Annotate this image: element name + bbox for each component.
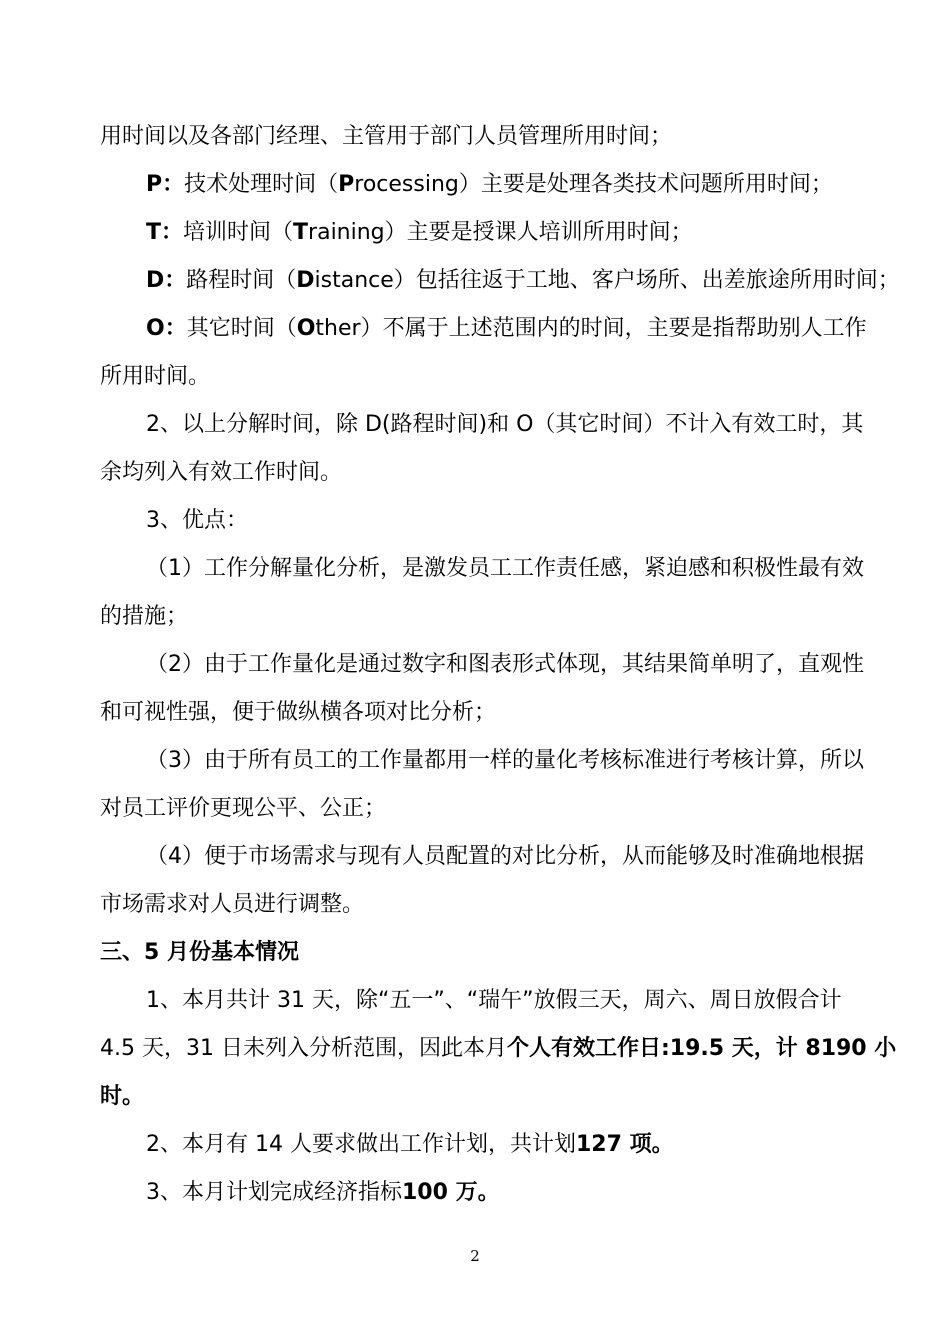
definition-t xyxy=(146,218,693,248)
text-line xyxy=(146,842,864,872)
term-text: ther）不属于上述范围内的时间，主要是指帮助别人工作 xyxy=(315,316,867,341)
text-line xyxy=(100,794,386,824)
emphasis-text: 100 万。 xyxy=(402,1180,500,1205)
text-line xyxy=(100,122,672,152)
section-heading xyxy=(100,938,299,968)
term-text: raining）主要是授课人培训所用时间； xyxy=(308,220,693,245)
text-line xyxy=(100,890,364,920)
definition-o xyxy=(146,314,867,344)
text-line xyxy=(100,1034,896,1064)
definition-p xyxy=(146,170,833,200)
paragraph-text: 所用时间。 xyxy=(100,364,211,389)
section-title: 三、5 月份基本情况 xyxy=(100,940,299,965)
text-line xyxy=(100,602,188,632)
paragraph-text: 4.5 天，31 日未列入分析范围，因此本月 xyxy=(100,1036,507,1061)
paragraph-text: 2、本月有 14 人要求做出工作计划，共计划 xyxy=(146,1132,576,1157)
text-line xyxy=(100,458,342,488)
emphasis-text: 个人有效工作日:19.5 天，计 8190 小 xyxy=(506,1036,897,1061)
term-letter: T xyxy=(293,220,309,245)
term-letter: O xyxy=(296,316,316,341)
text-line xyxy=(146,650,864,680)
term-text: rocessing）主要是处理各类技术问题所用时间； xyxy=(354,172,833,197)
paragraph-text: （1）工作分解量化分析，是激发员工工作责任感，紧迫感和积极性最有效 xyxy=(146,556,864,581)
paragraph-text: 用时间以及各部门经理、主管用于部门人员管理所用时间； xyxy=(100,124,673,149)
text-line xyxy=(146,1178,500,1208)
term-key: O： xyxy=(146,316,187,341)
text-line xyxy=(146,986,842,1016)
paragraph-text: 2、以上分解时间，除 D(路程时间)和 O（其它时间）不计入有效工时，其 xyxy=(146,412,864,437)
term-letter: P xyxy=(338,172,355,197)
term-key: P： xyxy=(146,172,185,197)
text-line xyxy=(146,1130,674,1160)
term-text: 其它时间（ xyxy=(186,316,297,341)
paragraph-text: （3）由于所有员工的工作量都用一样的量化考核标准进行考核计算，所以 xyxy=(146,748,864,773)
term-key: T： xyxy=(146,220,184,245)
term-key: D： xyxy=(146,268,187,293)
paragraph-text: 和可视性强，便于做纵横各项对比分析； xyxy=(100,700,497,725)
text-line xyxy=(146,506,248,536)
paragraph-text: 市场需求对人员进行调整。 xyxy=(100,892,365,917)
emphasis-text: 时。 xyxy=(100,1084,145,1109)
term-text: istance）包括往返于工地、客户场所、出差旅途所用时间； xyxy=(314,268,900,293)
paragraph-text: 的措施； xyxy=(100,604,189,629)
text-line xyxy=(100,362,210,392)
emphasis-text: 127 项。 xyxy=(575,1132,674,1157)
term-text: 技术处理时间（ xyxy=(184,172,339,197)
term-text: 培训时间（ xyxy=(183,220,294,245)
definition-d xyxy=(146,266,900,296)
paragraph-text: 对员工评价更现公平、公正； xyxy=(100,796,387,821)
paragraph-text: （4）便于市场需求与现有人员配置的对比分析，从而能够及时准确地根据 xyxy=(146,844,864,869)
paragraph-text: 余均列入有效工作时间。 xyxy=(100,460,343,485)
paragraph-text: 3、优点： xyxy=(146,508,248,533)
paragraph-text: 1、本月共计 31 天，除“五一”、“瑞午”放假三天，周六、周日放假合计 xyxy=(146,988,842,1013)
text-line xyxy=(146,746,864,776)
paragraph-text: （2）由于工作量化是通过数字和图表形式体现，其结果简单明了，直观性 xyxy=(146,652,864,677)
term-letter: D xyxy=(296,268,315,293)
page-number: 2 xyxy=(470,1247,480,1265)
term-text: 路程时间（ xyxy=(186,268,297,293)
text-line xyxy=(146,554,864,584)
paragraph-text: 3、本月计划完成经济指标 xyxy=(146,1180,402,1205)
text-line xyxy=(146,410,863,440)
text-line xyxy=(100,698,496,728)
text-line xyxy=(100,1082,144,1112)
